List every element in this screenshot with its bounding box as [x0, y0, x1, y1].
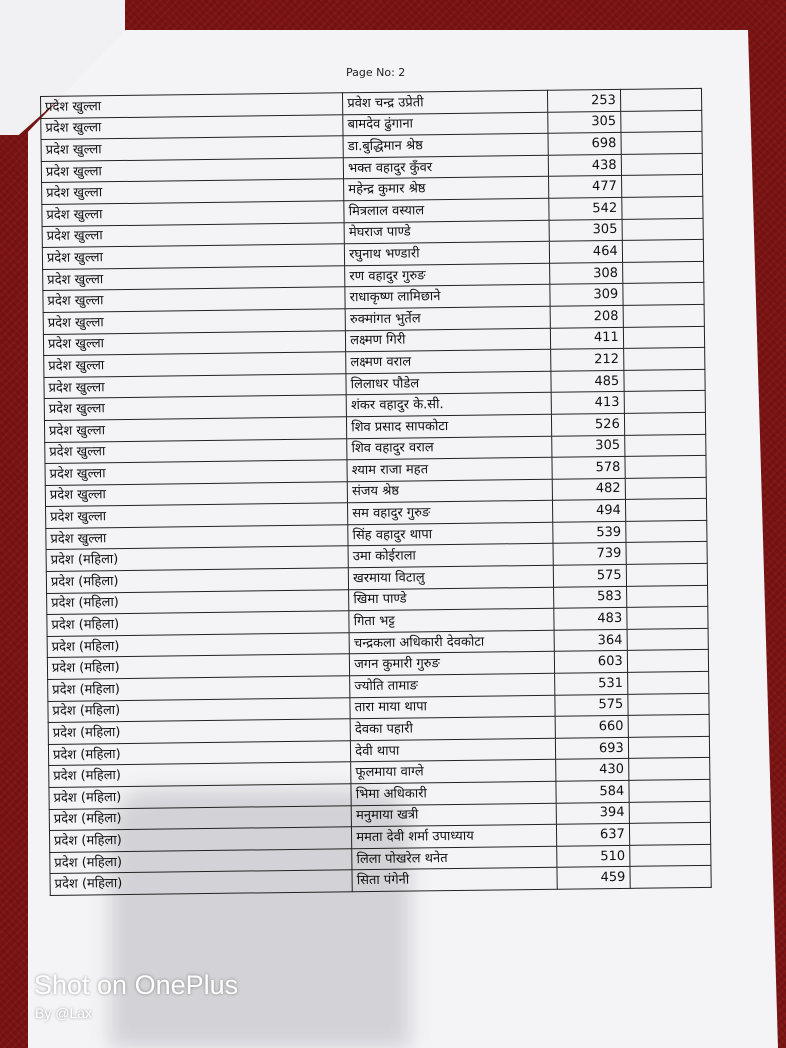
vote-count-cell: 212 — [550, 349, 623, 371]
category-cell: प्रदेश (महिला) — [49, 805, 351, 830]
vote-count-cell: 483 — [554, 608, 627, 630]
candidate-name-cell: डा.बुद्धिमान श्रेष्ठ — [343, 133, 548, 157]
category-cell: प्रदेश (महिला) — [48, 719, 350, 744]
category-cell: प्रदेश खुल्ला — [44, 395, 346, 420]
watermark-title: Shot on OnePlus — [34, 970, 239, 1000]
results-table — [40, 88, 712, 896]
category-cell: प्रदेश खुल्ला — [45, 438, 347, 463]
empty-cell — [629, 801, 710, 824]
candidate-name-cell: भिमा अधिकारी — [351, 781, 556, 805]
vote-count-cell: 438 — [548, 154, 621, 176]
empty-cell — [626, 520, 707, 543]
candidate-name-cell: राधाकृष्ण लामिछाने — [345, 285, 550, 309]
vote-count-cell: 526 — [551, 413, 624, 435]
category-cell: प्रदेश खुल्ला — [46, 503, 348, 528]
candidate-name-cell: सिता पंगेनी — [352, 868, 557, 892]
vote-count-cell: 309 — [550, 284, 623, 306]
empty-cell — [629, 779, 710, 802]
empty-cell — [621, 132, 702, 155]
candidate-name-cell: रघुनाथ भण्डारी — [345, 241, 550, 265]
category-cell: प्रदेश (महिला) — [49, 827, 351, 852]
empty-cell — [627, 650, 708, 673]
vote-count-cell: 510 — [556, 845, 629, 867]
empty-cell — [620, 88, 701, 111]
candidate-name-cell: ज्योति तामाङ — [350, 673, 555, 697]
empty-cell — [621, 175, 702, 198]
empty-cell — [623, 348, 704, 371]
vote-count-cell: 208 — [550, 305, 623, 327]
category-cell: प्रदेश (महिला) — [48, 676, 350, 701]
category-cell: प्रदेश खुल्ला — [44, 417, 346, 442]
vote-count-cell: 637 — [556, 824, 629, 846]
empty-cell — [623, 326, 704, 349]
candidate-name-cell: खिमा पाण्डे — [349, 587, 554, 611]
vote-count-cell: 482 — [552, 478, 625, 500]
empty-cell — [622, 240, 703, 263]
category-cell: प्रदेश (महिला) — [46, 568, 348, 593]
category-cell: प्रदेश खुल्ला — [43, 330, 345, 355]
vote-count-cell: 394 — [556, 802, 629, 824]
candidate-name-cell: ममता देवी शर्मा उपाध्याय — [352, 824, 557, 848]
empty-cell — [623, 304, 704, 327]
category-cell: प्रदेश खुल्ला — [43, 309, 345, 334]
empty-cell — [626, 563, 707, 586]
candidate-name-cell: शिव वहादुर वराल — [347, 436, 552, 460]
empty-cell — [625, 477, 706, 500]
category-cell: प्रदेश (महिला) — [47, 654, 349, 679]
category-cell: प्रदेश खुल्ला — [42, 222, 344, 247]
empty-cell — [627, 607, 708, 630]
vote-count-cell: 308 — [549, 262, 622, 284]
results-table-container — [40, 88, 712, 896]
category-cell: प्रदेश (महिला) — [49, 762, 351, 787]
empty-cell — [624, 391, 705, 414]
candidate-name-cell: रण वहादुर गुरुङ — [345, 263, 550, 287]
category-cell: प्रदेश खुल्ला — [45, 460, 347, 485]
candidate-name-cell: सम वहादुर गुरुङ — [348, 501, 553, 525]
candidate-name-cell: मित्रलाल वस्याल — [344, 198, 549, 222]
vote-count-cell: 531 — [554, 672, 627, 694]
category-cell: प्रदेश खुल्ला — [44, 373, 346, 398]
vote-count-cell: 364 — [554, 629, 627, 651]
candidate-name-cell: प्रवेश चन्द्र उप्रेती — [343, 90, 548, 114]
candidate-name-cell: शिव प्रसाद सापकोटा — [347, 414, 552, 438]
vote-count-cell: 542 — [549, 197, 622, 219]
vote-count-cell: 739 — [553, 543, 626, 565]
empty-cell — [624, 434, 705, 457]
candidate-name-cell: लक्ष्मण वराल — [346, 349, 551, 373]
page-number: Page No: 2 — [346, 66, 406, 79]
candidate-name-cell: रुक्मांगत भुर्तेल — [345, 306, 550, 330]
candidate-name-cell: मनुमाया खत्री — [351, 803, 556, 827]
watermark-byline: By @Lax — [35, 1005, 93, 1021]
candidate-name-cell: लिला पोखरेल थनेत — [352, 846, 557, 870]
empty-cell — [620, 110, 701, 133]
candidate-name-cell: उमा कोईराला — [348, 544, 553, 568]
empty-cell — [628, 693, 709, 716]
empty-cell — [628, 758, 709, 781]
empty-cell — [624, 412, 705, 435]
category-cell: प्रदेश (महिला) — [46, 546, 348, 571]
vote-count-cell: 539 — [553, 521, 626, 543]
vote-count-cell: 578 — [552, 456, 625, 478]
category-cell: प्रदेश (महिला) — [50, 849, 352, 874]
empty-cell — [628, 736, 709, 759]
candidate-name-cell: खरमाया विटालु — [349, 565, 554, 589]
vote-count-cell: 575 — [555, 694, 628, 716]
category-cell: प्रदेश (महिला) — [49, 784, 351, 809]
empty-cell — [626, 585, 707, 608]
empty-cell — [626, 542, 707, 565]
empty-cell — [622, 218, 703, 241]
empty-cell — [627, 628, 708, 651]
empty-cell — [622, 196, 703, 219]
candidate-name-cell: तारा माया थापा — [350, 695, 555, 719]
category-cell: प्रदेश (महिला) — [47, 633, 349, 658]
vote-count-cell: 698 — [548, 133, 621, 155]
empty-cell — [628, 715, 709, 738]
vote-count-cell: 305 — [551, 435, 624, 457]
category-cell: प्रदेश खुल्ला — [45, 481, 347, 506]
vote-count-cell: 464 — [549, 241, 622, 263]
candidate-name-cell: लिलाधर पौडेल — [346, 371, 551, 395]
candidate-name-cell: लक्ष्मण गिरी — [346, 328, 551, 352]
category-cell: प्रदेश खुल्ला — [42, 179, 344, 204]
empty-cell — [629, 823, 710, 846]
category-cell: प्रदेश खुल्ला — [41, 136, 343, 161]
candidate-name-cell: देवका पहारी — [350, 716, 555, 740]
category-cell: प्रदेश खुल्ला — [43, 266, 345, 291]
candidate-name-cell: शंकर वहादुर के.सी. — [346, 393, 551, 417]
vote-count-cell: 603 — [554, 651, 627, 673]
empty-cell — [625, 499, 706, 522]
candidate-name-cell: गिता भट्ट — [349, 609, 554, 633]
category-cell: प्रदेश (महिला) — [47, 589, 349, 614]
empty-cell — [629, 844, 710, 867]
vote-count-cell: 575 — [553, 564, 626, 586]
vote-count-cell: 413 — [551, 392, 624, 414]
candidate-name-cell: फूलमाया वाग्ले — [351, 760, 556, 784]
vote-count-cell: 430 — [555, 759, 628, 781]
candidate-name-cell: बामदेव ढुंगाना — [343, 112, 548, 136]
vote-count-cell: 477 — [548, 176, 621, 198]
vote-count-cell: 693 — [555, 737, 628, 759]
category-cell: प्रदेश (महिला) — [48, 741, 350, 766]
empty-cell — [623, 283, 704, 306]
empty-cell — [622, 261, 703, 284]
vote-count-cell: 583 — [553, 586, 626, 608]
empty-cell — [630, 866, 711, 889]
empty-cell — [621, 153, 702, 176]
candidate-name-cell: चन्द्रकला अधिकारी देवकोटा — [349, 630, 554, 654]
candidate-name-cell: संजय श्रेष्ठ — [347, 479, 552, 503]
vote-count-cell: 485 — [551, 370, 624, 392]
vote-count-cell: 494 — [552, 500, 625, 522]
category-cell: प्रदेश (महिला) — [48, 697, 350, 722]
category-cell: प्रदेश खुल्ला — [46, 525, 348, 550]
candidate-name-cell: श्याम राजा महत — [347, 457, 552, 481]
category-cell: प्रदेश (महिला) — [50, 870, 352, 895]
candidate-name-cell: सिंह वहादुर थापा — [348, 522, 553, 546]
category-cell: प्रदेश (महिला) — [47, 611, 349, 636]
vote-count-cell: 253 — [547, 89, 620, 111]
category-cell: प्रदेश खुल्ला — [41, 93, 343, 118]
empty-cell — [625, 455, 706, 478]
category-cell: प्रदेश खुल्ला — [43, 287, 345, 312]
vote-count-cell: 660 — [555, 716, 628, 738]
category-cell: प्रदेश खुल्ला — [42, 201, 344, 226]
empty-cell — [627, 671, 708, 694]
category-cell: प्रदेश खुल्ला — [44, 352, 346, 377]
candidate-name-cell: मेघराज पाण्डे — [344, 220, 549, 244]
candidate-name-cell: देवी थापा — [351, 738, 556, 762]
empty-cell — [624, 369, 705, 392]
candidate-name-cell: भक्त वहादुर कुँवर — [343, 155, 548, 179]
candidate-name-cell: महेन्द्र कुमार श्रेष्ठ — [344, 177, 549, 201]
vote-count-cell: 305 — [549, 219, 622, 241]
category-cell: प्रदेश खुल्ला — [42, 244, 344, 269]
vote-count-cell: 459 — [557, 867, 630, 889]
category-cell: प्रदेश खुल्ला — [41, 114, 343, 139]
results-table-body — [41, 88, 712, 895]
category-cell: प्रदेश खुल्ला — [41, 158, 343, 183]
vote-count-cell: 305 — [548, 111, 621, 133]
candidate-name-cell: जगन कुमारी गुरुङ — [350, 652, 555, 676]
vote-count-cell: 411 — [550, 327, 623, 349]
vote-count-cell: 584 — [556, 780, 629, 802]
